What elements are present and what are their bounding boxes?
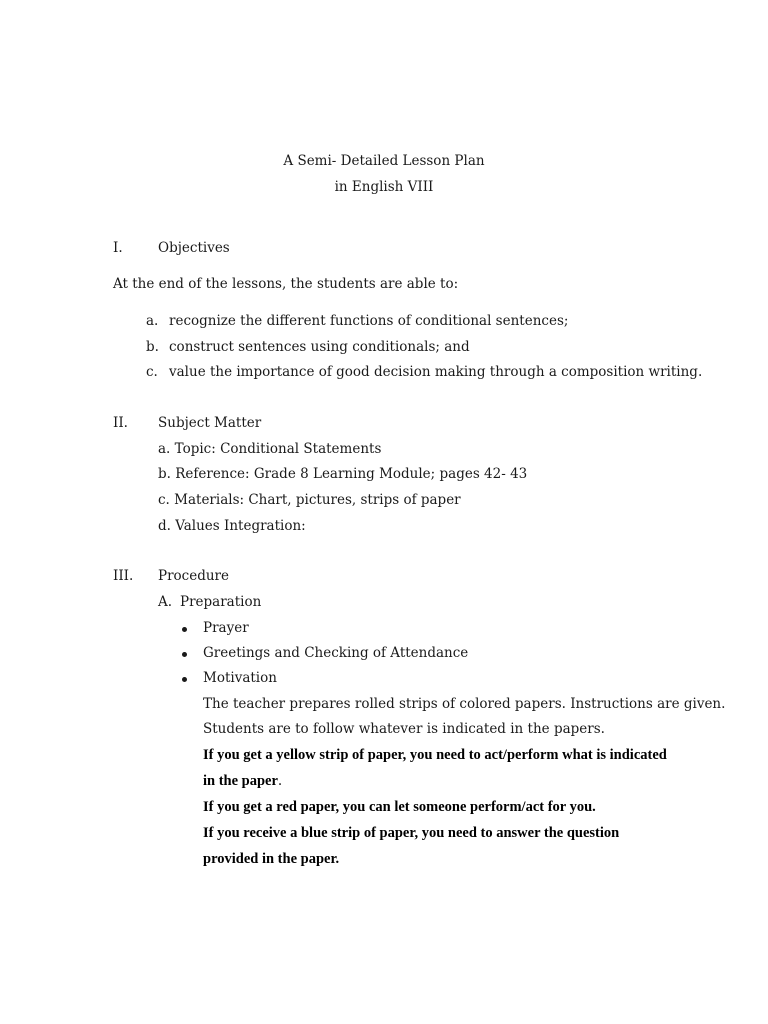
instruction-red: If you get a red paper, you can let someone perform/act for you. [203, 799, 596, 815]
motivation-text: Students are to follow whatever is indicated in the papers. [203, 721, 605, 737]
section-2-numeral: II. [113, 415, 128, 431]
objectives-intro: At the end of the lessons, the students are able to: [113, 276, 459, 292]
motivation-text: The teacher prepares rolled strips of colored papers. Instructions are given. [203, 696, 726, 712]
section-1-heading: Objectives [158, 240, 230, 256]
section-3-heading: Procedure [158, 568, 229, 584]
procedure-bullet: Prayer [203, 620, 249, 636]
instruction-yellow-cont-period: . [277, 773, 283, 789]
section-3-numeral: III. [113, 568, 134, 584]
document-title: A Semi- Detailed Lesson Plan [283, 153, 485, 169]
subsection-marker: A. [158, 594, 173, 610]
instruction-blue-cont: provided in the paper. [203, 851, 340, 867]
objective-item: value the importance of good decision making through a composition writing. [169, 364, 703, 380]
subject-matter-item: b. Reference: Grade 8 Learning Module; pages 42- 43 [158, 466, 528, 482]
instruction-yellow-cont-text: in the paper [203, 773, 278, 789]
instruction-yellow-cont [203, 773, 282, 790]
section-1-numeral: I. [113, 240, 123, 256]
objective-marker: b. [146, 339, 159, 355]
objective-marker: a. [146, 313, 159, 329]
bullet-icon [182, 627, 187, 632]
objective-item: recognize the different functions of conditional sentences; [169, 313, 569, 329]
instruction-yellow: If you get a yellow strip of paper, you need to act/perform what is indicated [203, 747, 667, 763]
instruction-blue: If you receive a blue strip of paper, you need to answer the question [203, 825, 620, 841]
subject-matter-item: d. Values Integration: [158, 518, 306, 534]
document-subtitle: in English VIII [334, 179, 434, 195]
procedure-bullet: Motivation [203, 670, 277, 686]
bullet-icon [182, 677, 187, 682]
subject-matter-item: c. Materials: Chart, pictures, strips of paper [158, 492, 461, 508]
objective-marker: c. [146, 364, 158, 380]
procedure-bullet: Greetings and Checking of Attendance [203, 645, 469, 661]
subject-matter-item: a. Topic: Conditional Statements [158, 441, 382, 457]
subsection-heading: Preparation [180, 594, 262, 610]
section-2-heading: Subject Matter [158, 415, 262, 431]
bullet-icon [182, 652, 187, 657]
objective-item: construct sentences using conditionals; and [169, 339, 470, 355]
